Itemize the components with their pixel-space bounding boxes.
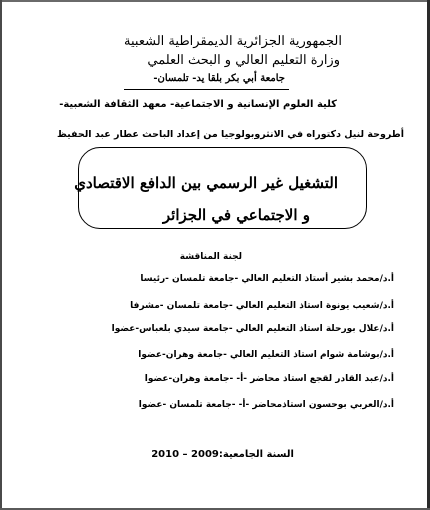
ministry-heading: وزارة التعليم العالي و البحث العلمي	[147, 53, 340, 68]
university-underline	[124, 89, 289, 90]
page-border-left	[0, 0, 2, 510]
committee-member: أ.د/علال بورحلة استاذ التعليم العالي -جامعة سيدي بلعباس-عضوا	[111, 324, 394, 334]
committee-member: أ.د/شعيب يونوة استاذ التعليم العالي -جامعة تلمسان -مشرفا	[130, 301, 394, 311]
thesis-title-line-2: و الاجتماعي في الجزائر	[162, 206, 310, 224]
committee-member: أ.د/بوشامة شوام استاذ التعليم العالي -جامعة وهران-عضوا	[138, 350, 394, 360]
committee-member: أ.د/عبد القادر لقجع استاذ محاضر -أ- -جامعة وهران-عضوا	[144, 374, 394, 384]
page-border-top	[0, 0, 430, 2]
academic-year: السنة الجامعية:2009 – 2010	[151, 449, 294, 460]
committee-member: أ.د/العربي بوحسون استاذمحاضر -أ- -جامعة تلمسان -عضوا	[138, 400, 394, 410]
thesis-note: أطروحة لنيل دكتوراه في الانثروبولوجيا من إعداد الباحث عطار عبد الحفيظ	[57, 129, 404, 140]
university-name: جامعة أبي بكر بلقا يد- تلمسان-	[153, 73, 285, 84]
republic-heading: الجمهورية الجزائرية الديمقراطية الشعبية	[124, 34, 342, 49]
thesis-title-line-1: التشغيل غير الرسمي بين الدافع الاقتصادي	[74, 174, 338, 192]
committee-member: أ.د/محمد بشير أستاذ التعليم العالي -جامعة تلمسان -رئيسا	[140, 274, 394, 284]
committee-heading: لجنة المناقشة	[179, 252, 242, 262]
faculty-name: كلية العلوم الإنسانية و الاجتماعية- معهد الثقافة الشعبية-	[59, 99, 337, 110]
